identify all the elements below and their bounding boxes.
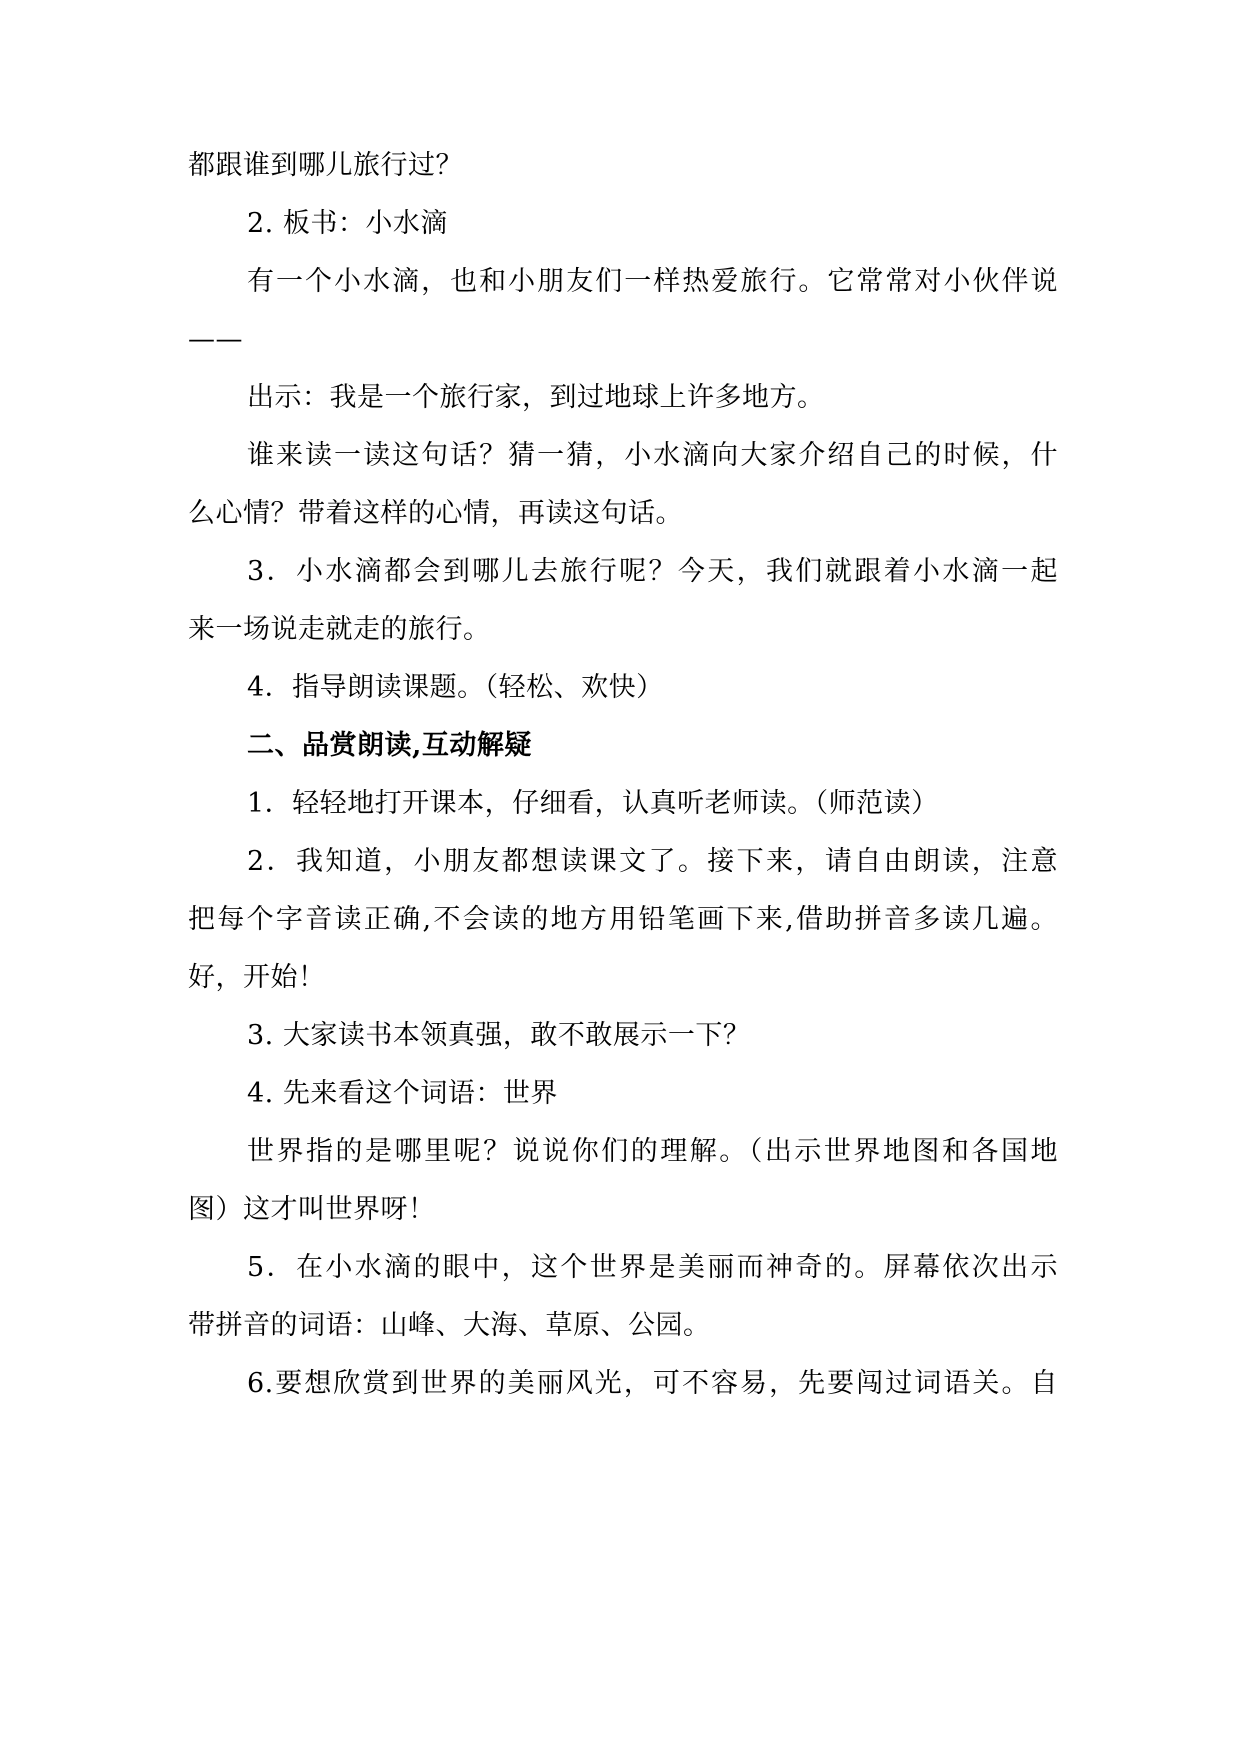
text-line: 有一个小水滴，也和小朋友们一样热爱旅行。它常常对小伙伴说 xyxy=(247,266,1058,297)
text-line: 4．指导朗读课题。（轻松、欢快） xyxy=(247,672,664,703)
text-line: —— xyxy=(188,324,243,355)
text-line: 2. 板书：小水滴 xyxy=(247,208,448,239)
section-heading: 二、品赏朗读,互动解疑 xyxy=(247,730,532,761)
text-line: 6.要想欣赏到世界的美丽风光，可不容易，先要闯过词语关。自 xyxy=(247,1368,1058,1399)
text-line: 谁来读一读这句话？猜一猜，小水滴向大家介绍自己的时候，什 xyxy=(247,440,1058,471)
text-line: 3. 大家读书本领真强，敢不敢展示一下？ xyxy=(247,1020,751,1051)
text-line: 图）这才叫世界呀！ xyxy=(188,1194,436,1225)
text-line: 带拼音的词语：山峰、大海、草原、公园。 xyxy=(188,1310,711,1341)
text-line: 3．小水滴都会到哪儿去旅行呢？今天，我们就跟着小水滴一起 xyxy=(247,556,1058,587)
text-line: 出示：我是一个旅行家，到过地球上许多地方。 xyxy=(247,382,825,413)
text-line: 1．轻轻地打开课本，仔细看，认真听老师读。（师范读） xyxy=(247,788,939,819)
text-line: 把每个字音读正确,不会读的地方用铅笔画下来,借助拼音多读几遍。 xyxy=(188,904,1058,935)
text-line: 么心情？带着这样的心情，再读这句话。 xyxy=(188,498,683,529)
text-line: 4. 先来看这个词语：世界 xyxy=(247,1078,558,1109)
text-line: 好，开始！ xyxy=(188,962,326,993)
text-line: 世界指的是哪里呢？说说你们的理解。（出示世界地图和各国地 xyxy=(247,1136,1058,1167)
text-line: 2．我知道，小朋友都想读课文了。接下来，请自由朗读，注意 xyxy=(247,846,1058,877)
text-line: 来一场说走就走的旅行。 xyxy=(188,614,491,645)
text-line: 5．在小水滴的眼中，这个世界是美丽而神奇的。屏幕依次出示 xyxy=(247,1252,1058,1283)
text-line: 都跟谁到哪儿旅行过？ xyxy=(188,150,463,181)
